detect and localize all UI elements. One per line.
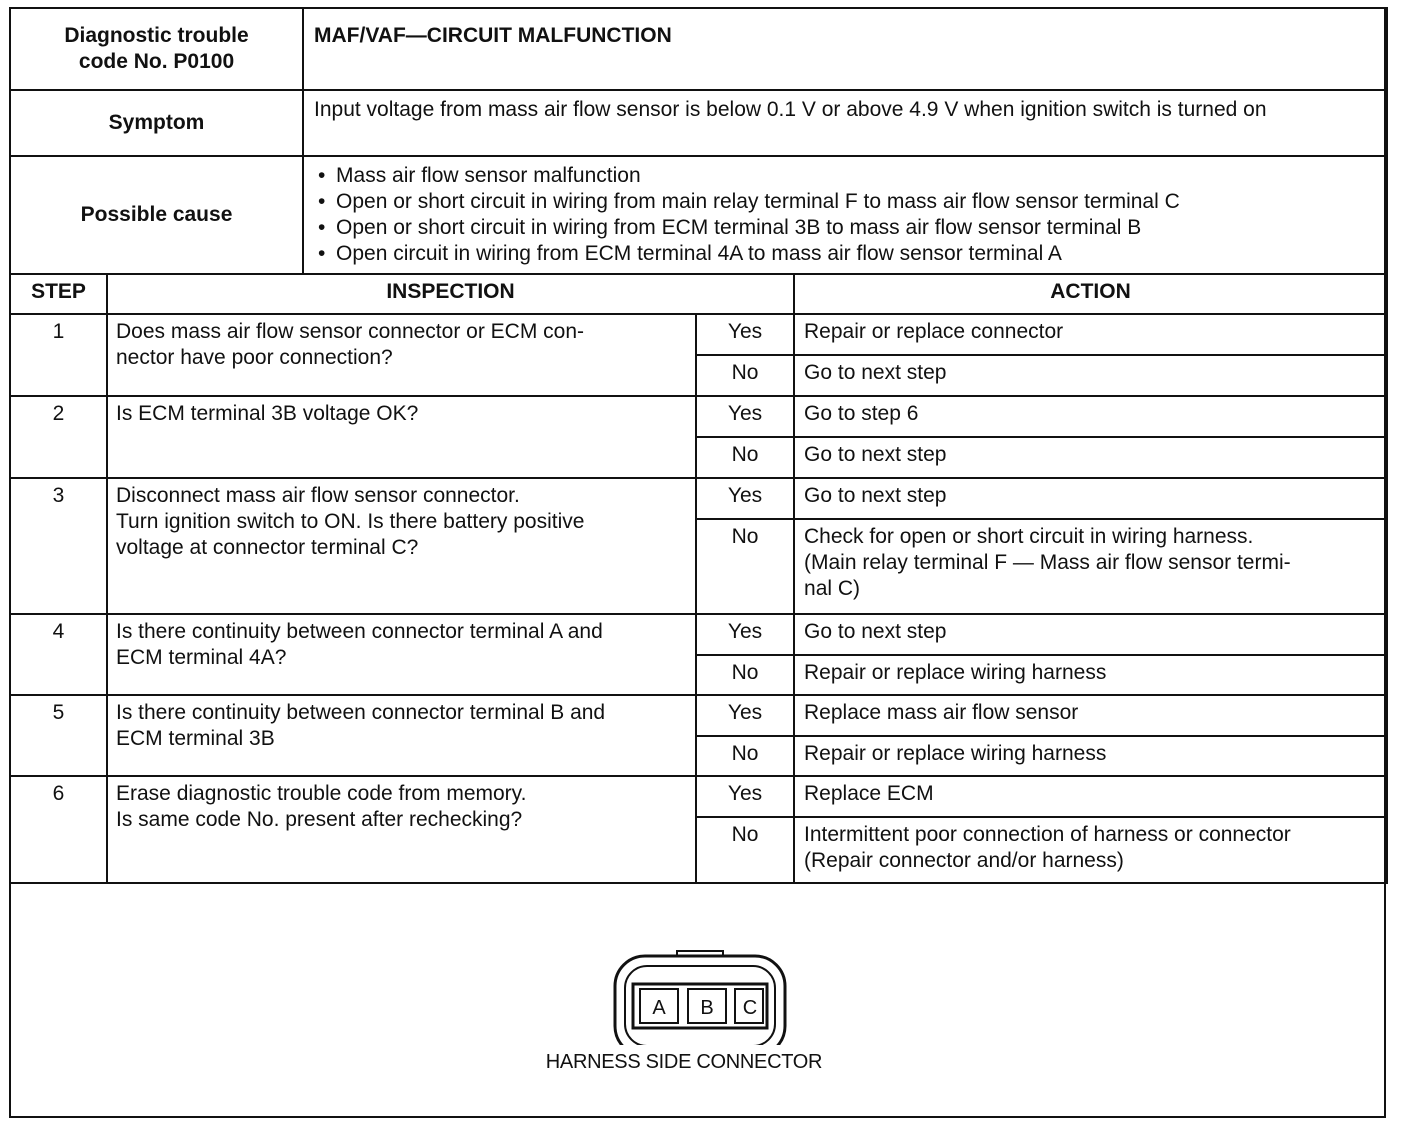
column-header-step: STEP [10,274,107,314]
possible-cause-list [314,163,1376,267]
dtc-label: Diagnostic trouble code No. P0100 [10,8,303,90]
yes-action: Go to step 6 [794,396,1387,437]
dtc-title: MAF/VAF—CIRCUIT MALFUNCTION [303,8,1387,90]
step-row [10,776,1387,817]
step-row [10,695,1387,736]
possible-cause-item: • Open or short circuit in wiring from main relay terminal F to mass air flow sensor terminal C [314,189,1376,215]
no-label: No [696,817,794,883]
no-label: No [696,519,794,614]
yes-label: Yes [696,478,794,519]
step-number: 6 [10,776,107,883]
column-header-inspection: INSPECTION [107,274,794,314]
no-action: Intermittent poor connection of harness or connector (Repair connector and/or harness) [794,817,1387,883]
step-number: 2 [10,396,107,478]
step-inspection: Does mass air flow sensor connector or ECM con- nector have poor connection? [107,314,696,396]
step-inspection: Is there continuity between connector terminal B and ECM terminal 3B [107,695,696,776]
yes-label: Yes [696,776,794,817]
terminal-a-label: A [652,997,666,1019]
possible-cause-item: • Open circuit in wiring from ECM terminal 4A to mass air flow sensor terminal A [314,241,1376,267]
no-label: No [696,437,794,478]
yes-action: Go to next step [794,614,1387,655]
yes-label: Yes [696,614,794,655]
step-row [10,478,1387,519]
no-action: Repair or replace wiring harness [794,736,1387,776]
connector-caption: HARNESS SIDE CONNECTOR [545,1051,823,1073]
diagnostic-sheet [9,7,1386,1118]
no-action: Go to next step [794,355,1387,396]
connector-figure [11,885,1384,1116]
step-row [10,396,1387,437]
step-number: 1 [10,314,107,396]
symptom-label: Symptom [10,90,303,156]
yes-label: Yes [696,314,794,355]
yes-action: Replace mass air flow sensor [794,695,1387,736]
connector-diagram [11,885,1384,1045]
possible-cause-item: • Mass air flow sensor malfunction [314,163,1376,189]
step-inspection: Disconnect mass air flow sensor connector. Turn ignition switch to ON. Is there battery positive voltage at connector terminal C? [107,478,696,614]
step-row [10,314,1387,355]
yes-label: Yes [696,396,794,437]
yes-action: Replace ECM [794,776,1387,817]
possible-cause-label: Possible cause [10,156,303,274]
step-row [10,614,1387,655]
step-inspection: Is ECM terminal 3B voltage OK? [107,396,696,478]
step-number: 4 [10,614,107,695]
column-header-action: ACTION [794,274,1387,314]
no-label: No [696,736,794,776]
step-number: 5 [10,695,107,776]
no-label: No [696,655,794,695]
no-action: Go to next step [794,437,1387,478]
terminal-c-label: C [742,997,758,1019]
possible-cause-item: • Open or short circuit in wiring from ECM terminal 3B to mass air flow sensor terminal B [314,215,1376,241]
terminal-b-label: B [700,997,714,1019]
possible-cause-list-cell [303,156,1387,274]
yes-action: Go to next step [794,478,1387,519]
no-action: Repair or replace wiring harness [794,655,1387,695]
step-inspection: Is there continuity between connector terminal A and ECM terminal 4A? [107,614,696,695]
step-number: 3 [10,478,107,614]
yes-label: Yes [696,695,794,736]
yes-action: Repair or replace connector [794,314,1387,355]
step-inspection: Erase diagnostic trouble code from memory. Is same code No. present after rechecking? [107,776,696,883]
symptom-text: Input voltage from mass air flow sensor is below 0.1 V or above 4.9 V when ignition switch is turned on [303,90,1387,156]
no-action: Check for open or short circuit in wiring harness. (Main relay terminal F — Mass air flow sensor termi- nal C) [794,519,1387,614]
no-label: No [696,355,794,396]
diagnostic-table [9,7,1388,884]
